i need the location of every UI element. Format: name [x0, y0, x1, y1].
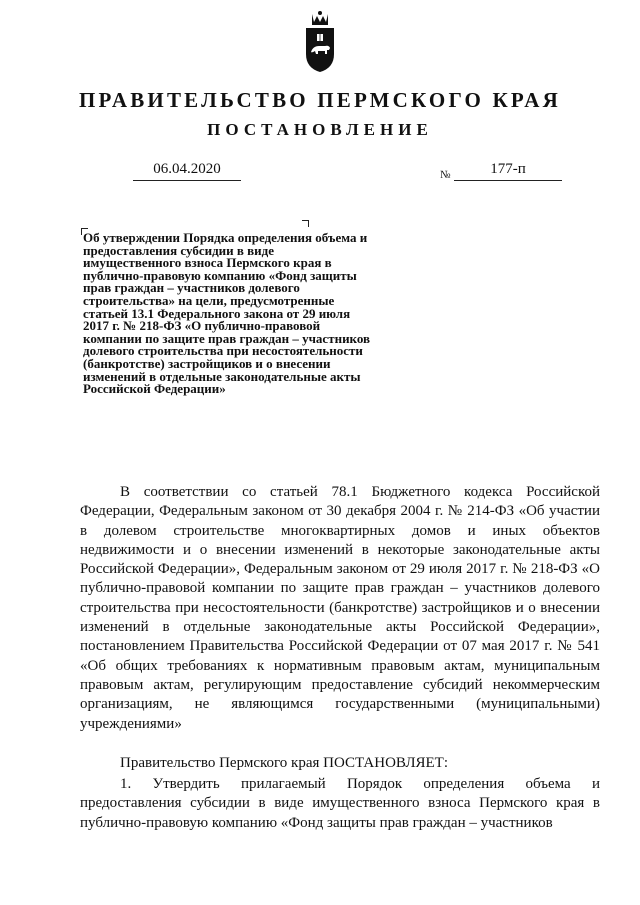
document-date: 06.04.2020: [133, 161, 241, 181]
document-type: ПОСТАНОВЛЕНИЕ: [207, 120, 433, 139]
document-subject: Об утверждении Порядка определения объема и предоставления субсидии в виде имущественного взноса Пермского края в публично-правовую компанию «Фонд защиты прав граждан – участников долевого строительства» на цели, предусмотренные статьей 13.1 Федерального закона от 29 июля 2017 г. № 218-ФЗ «О публично-правовой компании по защите прав граждан – участников долевого строительства при несостоятельности (банкротстве) застройщиков и о внесении изменений в отдельные законодательные акты Российской Федерации»: [83, 230, 371, 397]
government-title: ПРАВИТЕЛЬСТВО ПЕРМСКОГО КРАЯ: [78, 88, 561, 112]
perm-krai-coat-of-arms-icon: [300, 10, 340, 74]
number-sign: №: [440, 169, 451, 181]
body-paragraph: В соответствии со статьей 78.1 Бюджетного кодекса Российской Федерации, Федеральным законом от 30 декабря 2004 г. № 214-ФЗ «Об участии в долевом строительстве многоквартирных домов и иных объектов недвижимости и о внесении изменений в некоторые законодательные акты Российской Федерации», Федеральным законом от 29 июля 2017 г. № 218-ФЗ «О публично-правовой компании по защите прав граждан – участников долевого строительства при несостоятельности (банкротстве) застройщиков и о внесении изменений в отдельные законодательные акты Российской Федерации», постановлением Правительства Российской Федерации от 07 мая 2017 г. № 541 «Об общих требованиях к нормативным правовым актам, муниципальным правовым актам, регулирующим предоставление субсидий некоммерческим организациям, не являющимся государственными (муниципальными) учреждениями»: [80, 484, 600, 732]
subject-bracket-right: [302, 220, 309, 227]
body-paragraph-item-1: 1. Утвердить прилагаемый Порядок определения объема и предоставления субсидии в виде имущественного взноса Пермского края в публично-правовую компанию «Фонд защиты прав граждан – участников: [80, 776, 600, 831]
number-value: 177-п: [454, 161, 562, 181]
resolution-clause: Правительство Пермского края ПОСТАНОВЛЯЕТ:: [120, 755, 449, 771]
